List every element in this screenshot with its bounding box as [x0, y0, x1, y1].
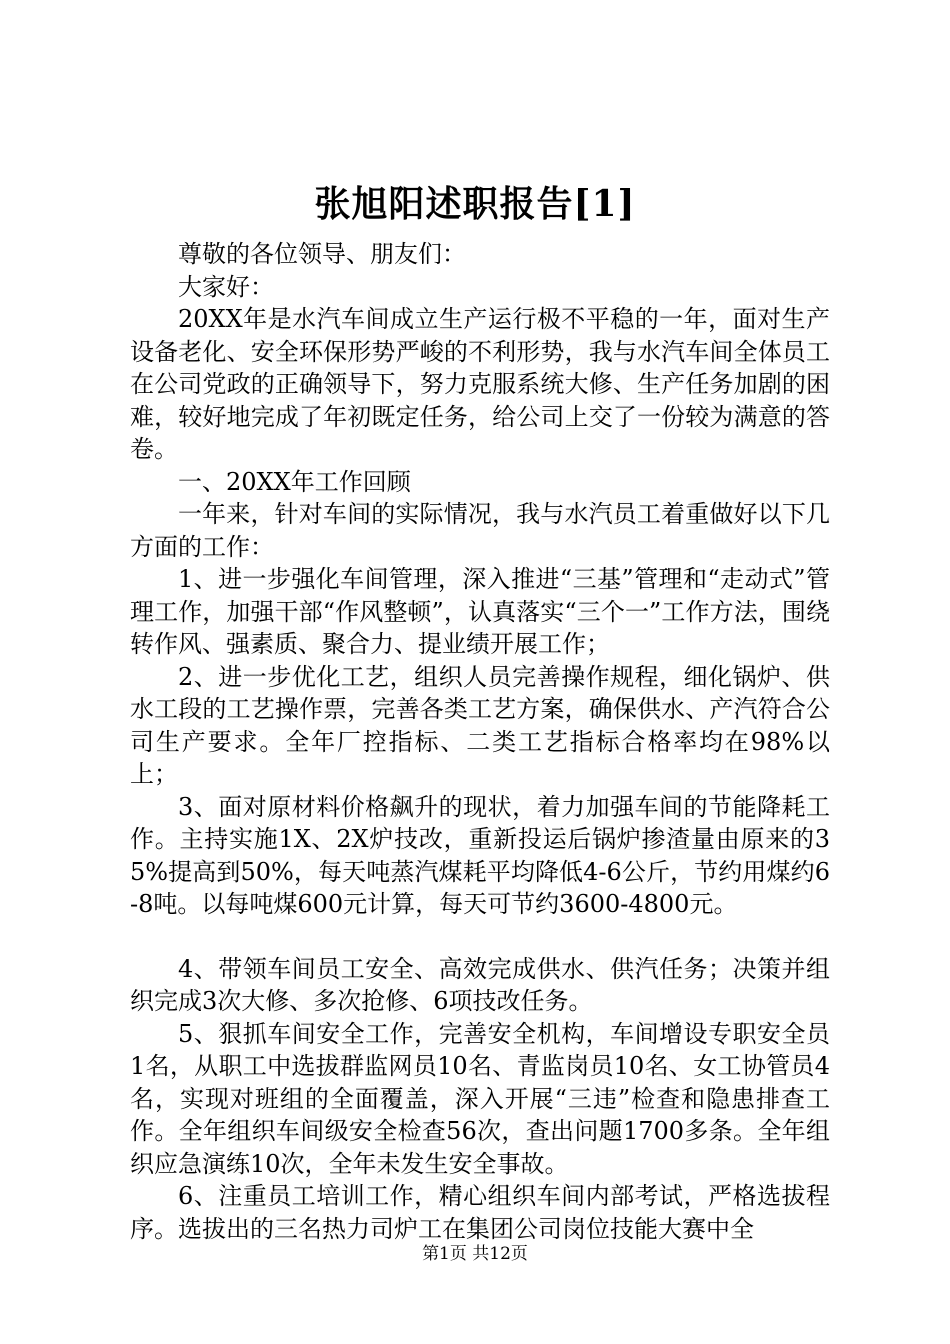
paragraph-item-5: 5、狠抓车间安全工作，完善安全机构，车间增设专职安全员1名，从职工中选拔群监网员10名、青监岗员10名、女工协管员4名，实现对班组的全面覆盖，深入开展“三违”检查和隐患排查工作。全年组织车间级安全检查56次，查出问题1700多条。全年组织应急演练10次，全年未发生安全事故。 — [130, 1019, 830, 1178]
paragraph-intro: 20XX年是水汽车间成立生产运行极不平稳的一年，面对生产设备老化、安全环保形势严峻的不利形势，我与水汽车间全体员工在公司党政的正确领导下，努力克服系统大修、生产任务加剧的困难，较好地完成了年初既定任务，给公司上交了一份较为满意的答卷。 — [130, 305, 830, 463]
salutation: 尊敬的各位领导、朋友们： — [178, 240, 466, 268]
greeting: 大家好： — [178, 272, 274, 301]
document-title: 张旭阳述职报告[1] — [314, 183, 636, 225]
paragraph-overview: 一年来，针对车间的实际情况，我与水汽员工着重做好以下几方面的工作： — [130, 500, 830, 561]
paragraph-item-4: 4、带领车间员工安全、高效完成供水、供汽任务；决策并组织完成3次大修、多次抢修、6项技改任务。 — [130, 954, 830, 1015]
section-heading-review: 一、20XX年工作回顾 — [178, 467, 411, 496]
page-footer: 第1页 共12页 — [422, 1244, 528, 1264]
paragraph-item-1: 1、进一步强化车间管理，深入推进“三基”管理和“走动式”管理工作，加强干部“作风整顿”，认真落实“三个一”工作方法，围绕转作风、强素质、聚合力、提业绩开展工作； — [130, 565, 830, 658]
paragraph-item-3: 3、面对原材料价格飙升的现状，着力加强车间的节能降耗工作。主持实施1X、2X炉技改，重新投运后锅炉掺渣量由原来的35%提高到50%，每天吨蒸汽煤耗平均降低4-6公斤，节约用煤约6-8吨。以每吨煤600元计算，每天可节约3600-4800元。 — [130, 792, 830, 918]
paragraph-item-6: 6、注重员工培训工作，精心组织车间内部考试，严格选拔程序。选拔出的三名热力司炉工在集团公司岗位技能大赛中全 — [130, 1182, 830, 1243]
document-body — [130, 238, 830, 1245]
paragraph-item-2: 2、进一步优化工艺，组织人员完善操作规程，细化锅炉、供水工段的工艺操作票，完善各类工艺方案，确保供水、产汽符合公司生产要求。全年厂控指标、二类工艺指标合格率均在98%以上； — [130, 662, 830, 788]
